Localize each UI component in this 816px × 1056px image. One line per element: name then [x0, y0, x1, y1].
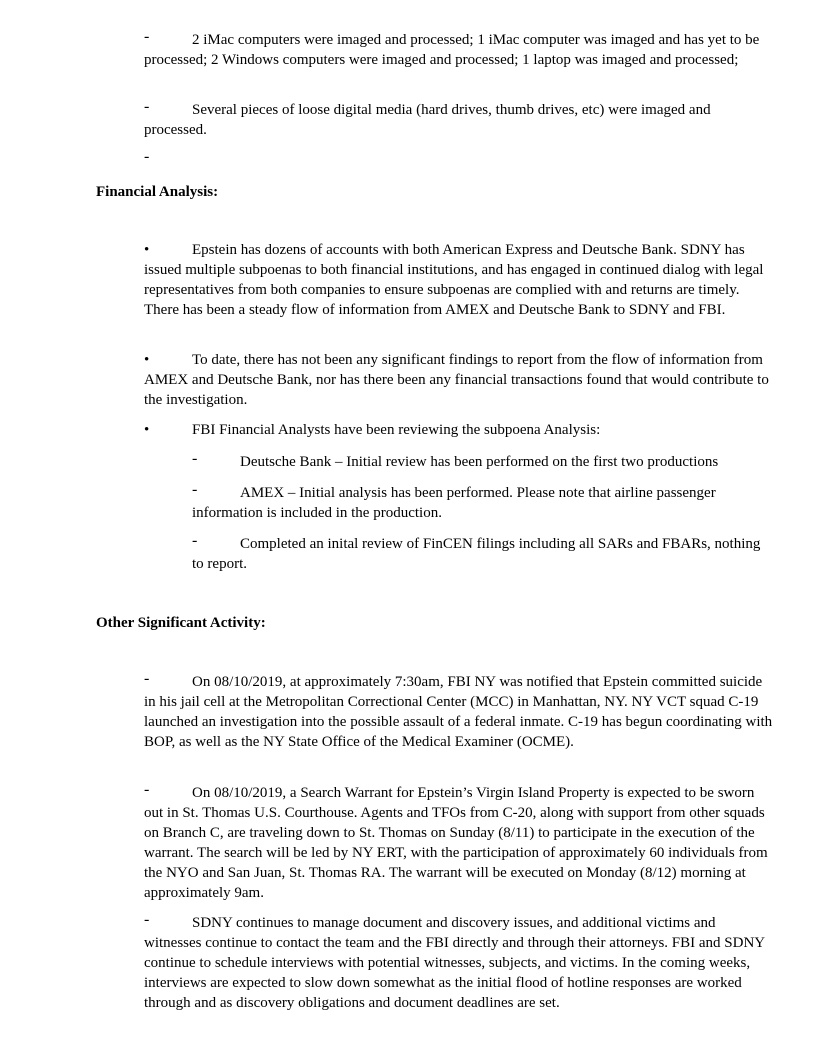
list-item-text: Deutsche Bank – Initial review has been performed on the first two productions [240, 454, 719, 470]
list-item-text: On 08/10/2019, a Search Warrant for Epstein’s Virgin Island Property is expected to be sworn out in St. Thomas U.S. Courthouse. Agents and TFOs from C-20, along with support from other squads on Branch C, are traveling down to St. Thomas on Sunday (8/11) to participate in the execution of the warrant. The search will be led by NY ERT, with the participation of approximately 60 individuals from the NYO and San Juan, St. Thomas RA. The warrant will be executed on Monday (8/12) morning at approximately 9am. [144, 785, 768, 901]
sub-list-item [192, 452, 767, 472]
list-item-text: To date, there has not been any significant findings to report from the flow of information from AMEX and Deutsche Bank, nor has there been any financial transactions found that would contribute to the investigation. [144, 352, 769, 408]
list-item-text: Several pieces of loose digital media (hard drives, thumb drives, etc) were imaged and processed. [144, 102, 711, 138]
list-item-text: 2 iMac computers were imaged and processed; 1 iMac computer was imaged and has yet to be processed; 2 Windows computers were imaged and processed; 1 laptop was imaged and processed; [144, 32, 760, 68]
list-item-text: FBI Financial Analysts have been reviewing the subpoena Analysis: [192, 422, 601, 438]
list-item [144, 420, 774, 440]
dash-marker: - [144, 148, 150, 165]
list-item [144, 350, 774, 410]
list-item-text: SDNY continues to manage document and discovery issues, and additional victims and witnesses continue to contact the team and the FBI directly and through their attorneys. FBI and SDNY continue to schedule interviews with potential witnesses, subjects, and victims. In the coming weeks, interviews are expected to slow down somewhat as the initial flood of hotline responses are worked through and as discovery obligations and document deadlines are set. [144, 915, 765, 1011]
bullet-marker: • [144, 352, 150, 368]
section-heading-other: Other Significant Activity: [96, 615, 266, 631]
list-item [144, 100, 774, 140]
list-item-text: Epstein has dozens of accounts with both American Express and Deutsche Bank. SDNY has issued multiple subpoenas to both financial institutions, and has engaged in continued dialog with legal representatives from both companies to ensure subpoenas are complied with and returns are timely. There has been a steady flow of information from AMEX and Deutsche Bank to SDNY and FBI. [144, 242, 764, 318]
list-item-text: On 08/10/2019, at approximately 7:30am, FBI NY was notified that Epstein committed suicide in his jail cell at the Metropolitan Correctional Center (MCC) in Manhattan, NY. NY VCT squad C-19 launched an investigation into the possible assault of a federal inmate. C-19 has begun coordinating with BOP, as well as the NY State Office of the Medical Examiner (OCME). [144, 674, 773, 750]
list-item-text: Completed an inital review of FinCEN filings including all SARs and FBARs, nothing to report. [192, 536, 761, 572]
list-item [144, 783, 774, 903]
dash-marker: - [144, 28, 150, 45]
sub-list-item [192, 483, 767, 523]
dash-marker: - [144, 911, 150, 928]
sub-list-item [192, 534, 767, 574]
dash-marker: - [144, 781, 150, 798]
dash-marker: - [192, 450, 198, 467]
dash-marker: - [192, 532, 198, 549]
list-item [144, 30, 774, 70]
dash-marker: - [192, 481, 198, 498]
list-item [144, 240, 774, 320]
bullet-marker: • [144, 242, 150, 258]
list-item [144, 913, 774, 1013]
list-item [144, 672, 774, 752]
dash-marker: - [144, 670, 150, 687]
list-item-text: AMEX – Initial analysis has been performed. Please note that airline passenger information is included in the production. [192, 485, 716, 521]
dash-marker: - [144, 98, 150, 115]
section-heading-financial: Financial Analysis: [96, 184, 219, 200]
bullet-marker: • [144, 422, 150, 438]
